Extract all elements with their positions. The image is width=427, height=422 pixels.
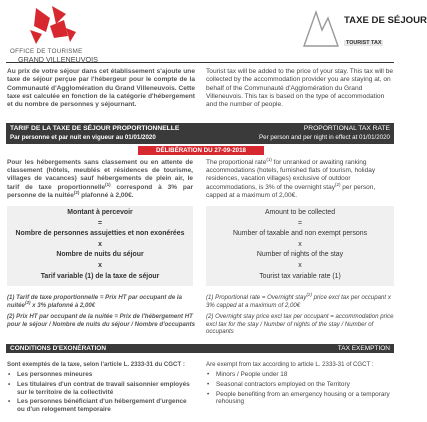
exemption-item-en: People benefiting from an emergency housing or a temporary rehousing — [216, 390, 390, 406]
tourist-tax-subtitle: TOURIST TAX — [346, 40, 382, 46]
formula-box-en — [206, 206, 394, 286]
formula-fr-title: Montant à percevoir — [67, 209, 133, 216]
exemption-intro-fr: Sont exemptés de la taxe, selon l'article L. 2333-31 du CGCT : — [7, 361, 185, 368]
exemption-item-en: Minors / People under 18 — [216, 371, 288, 378]
formula-fr-equals: = — [97, 219, 103, 227]
logo-caption-line1: OFFICE DE TOURISME — [10, 48, 83, 55]
bullet-icon: • — [207, 371, 210, 378]
formula-fr-line2: Nombre de nuits du séjour — [56, 251, 144, 259]
footnote-1-fr-a: (1) Tarif de taxe proportionnelle = Prix HT par occupant de la nuitée — [7, 294, 183, 309]
taxe-sejour-title: TAXE DE SÉJOUR — [344, 15, 427, 26]
body-fr-part-a: Pour les hébergements sans classement ou en attente de classement (hôtels, meublés et résidences de tourisme, villages de vacances) sauf hébergements de plein air, le tarif de taxe proportionnelle — [7, 159, 193, 191]
bullet-icon: • — [8, 371, 11, 378]
tarif-subtitle-fr: Par personne et par nuit en vigueur au 01/01/2020 — [10, 134, 156, 141]
bullet-icon: • — [207, 390, 210, 398]
logo-mark-icon — [6, 4, 106, 48]
bullet-icon: • — [207, 380, 210, 388]
body-en-part-c: per person, capped at a maximum of 2,00€. — [206, 183, 376, 199]
exemption-item-en: Seasonal contractors employed on the Territory — [216, 380, 350, 388]
taxe-sejour-logo — [298, 4, 427, 62]
list-item — [7, 381, 193, 397]
list-item — [206, 391, 394, 407]
formula-box-fr — [7, 206, 193, 286]
formula-en-line1: Number of taxable and non exempt persons — [232, 230, 368, 238]
office-tourisme-logo — [6, 4, 106, 62]
formula-en-title: Amount to be collected — [264, 209, 336, 216]
body-en-part-b: for unranked or awaiting ranking accommodations (hotels, furnished flats of tourism, holiday residences, vacation villages) exclusive of outdoor accommodations, is 3% of the overnight stay — [206, 159, 376, 191]
body-text-en — [206, 156, 394, 200]
footnote-1-fr-b: x 3% plafonné à 2,00€ — [32, 301, 96, 309]
tarif-title-fr: TARIF DE LA TAXE DE SÉJOUR PROPORTIONNELLE — [10, 125, 180, 132]
body-fr-part-b: correspond à 3% par personne de la nuitée — [7, 183, 193, 199]
footnote-1-fr — [7, 294, 197, 309]
deliberation-badge: DÉLIBÉRATION DU 27-09-2018 — [138, 146, 264, 155]
list-item — [7, 371, 193, 379]
tarif-band — [6, 123, 394, 144]
intro-text-en: Tourist tax will be added to the price of your stay. This tax will be collected by the accommodation provider you are staying at, on behalf of the Communauté d'Agglomération du Grand Villeneuvois. This tax is based on the type of accommodation and the number of people. — [206, 68, 394, 109]
formula-fr-times-1: x — [98, 240, 102, 248]
formula-en-times-1: x — [298, 240, 302, 248]
body-text-fr — [7, 159, 193, 200]
footnote-1-en-a: (1) Proportional rate = Overnight stay — [206, 294, 307, 301]
logo-caption-line2: GRAND VILLENEUVOIS — [18, 55, 98, 64]
bullet-icon: • — [8, 380, 11, 388]
tarif-subtitle-en: Per person and per night in effect at 01/01/2020 — [259, 134, 390, 141]
bullet-icon: • — [8, 398, 11, 406]
exemption-list-fr — [7, 371, 193, 416]
formula-fr-times-2: x — [98, 261, 102, 269]
formula-fr-line1: Nombre de personnes assujetties et non exonérées — [15, 230, 185, 238]
list-item — [206, 381, 394, 389]
footnote-ref-2: (2) — [306, 291, 312, 297]
list-item — [7, 398, 193, 414]
intro-text-fr: Au prix de votre séjour dans cet établissement s'ajoute une taxe de séjour perçue par l'hébergeur pour le compte de la Communauté d'Agglomération du Grand Villeneuvois. Cette taxe est calculée en fonction de la catégorie d'hébergement et du nombre de personnes y séjournant. — [7, 68, 195, 109]
footnote-2-fr: (2) Prix HT par occupant de la nuitée = Prix de l'hébergement HT pour le séjour / Nombre de nuits du séjour / Nombre d'occupants — [7, 313, 196, 328]
exemption-item-fr: Les personnes bénéficiant d'un hébergement d'urgence ou d'un relogement temporaire — [17, 398, 187, 414]
exemption-list-en — [206, 371, 394, 408]
formula-en-line3: Tourist tax variable rate (1) — [259, 272, 341, 280]
footnote-ref-2: (2) — [73, 189, 80, 195]
formula-fr-line3: Tarif variable (1) de la taxe de séjour — [40, 272, 160, 280]
footnote-ref-1: (1) — [266, 156, 272, 162]
footnote-ref-2: (2) — [24, 299, 31, 305]
exemption-title-fr: CONDITIONS D'EXONÉRATION — [10, 345, 107, 352]
footnote-2-en: (2) Overnight stay price excl tax per occupant = accommodation price excl tax for the stay / Number of nights of the stay / Number of occupants — [206, 313, 394, 336]
footnote-1-en — [206, 291, 394, 309]
body-fr-part-c: plafonné à 2,00€. — [81, 191, 134, 199]
taxe-sejour-mark-icon — [298, 6, 344, 52]
tarif-title-en: PROPORTIONAL TAX RATE — [303, 125, 390, 132]
footnote-ref-2: (2) — [334, 181, 341, 187]
formula-en-equals: = — [297, 219, 303, 227]
exemption-item-fr: Les titulaires d'un contrat de travail saisonnier employés sur le territoire de la collectivité — [17, 380, 190, 396]
exemption-title-en: TAX EXEMPTION — [337, 345, 390, 352]
exemption-band — [6, 344, 394, 353]
exemption-item-fr: Les personnes mineures — [17, 371, 93, 378]
formula-en-line2: Number of nights of the stay — [256, 251, 344, 259]
footnote-ref-1: (1) — [105, 181, 111, 187]
body-en-part-a: The proportional rate — [206, 159, 267, 166]
list-item — [206, 371, 394, 379]
header-divider — [6, 62, 394, 63]
exemption-intro-en: Are exempt from tax according to article L. 2333-31 of CGCT : — [206, 361, 374, 368]
formula-en-times-2: x — [298, 261, 302, 269]
footnote-1-en-b: price excl tax per occupant x 3% capped at a maximum of 2,00€ — [206, 294, 391, 309]
